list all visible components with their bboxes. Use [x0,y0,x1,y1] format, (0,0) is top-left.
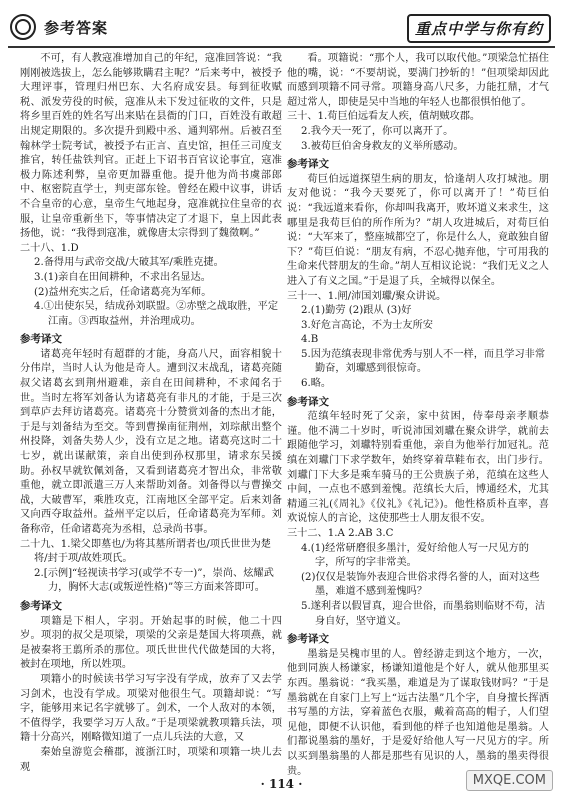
translation-paragraph: 秦始皇游览会稽郡，渡浙江时，项梁和项籍一块儿去观 [20,746,282,773]
translation-paragraph: 范缜年轻时死了父亲，家中贫困，侍奉母亲孝顺恭谨。他不满二十岁时，听说沛国刘瓛在聚众讲学，就前去跟随他学习，刘瓛特别看重他，亲自为他举行加冠礼。范缜在刘瓛门下求学数年，始终穿着草鞋布衣，出门步行。刘瓛门下大多是乘车骑马的王公贵族子弟，范缜在这些人中间，一点也不感到羞愧。范缜长大后，博通经术，尤其精通三礼(《周礼》《仪礼》《礼记》)。他性格质朴直率，喜欢说惊人的言论，这使那些士人朋友很不安。 [287,411,549,525]
translation-paragraph: 墨翁是吴槐市里的人。曾经游走到这个地方，一次，他到同族人杨谦家，杨谦知道他是个好人，就从他那里买东西。墨翁说：“我买墨，难道是为了谋取钱财吗？”于是墨翁就在自家门上写上“远古法墨”几个字，自身擅长挥洒书写墨的方法，穿着蓝色衣服，戴着高高的帽子，人们望见他，即便不认识他，看到他的样子也知道他是墨翁。人们都说墨翁的墨好，于是爱好给他人写一尺见方的字。所以买到墨翁墨的人都是那些有见识的人，墨翁的墨卖得很贵。 [287,648,549,777]
translation-paragraph: 项籍小的时候读书学习写字没有学成，放弃了又去学习剑术，也没有学成。项梁对他很生气。项籍却说：“写字，能够用来记名字就够了。剑术，一个人敌对的本领，不值得学，我要学习万人敌。”于是项梁就教项籍兵法，项籍十分高兴，刚略微知道了一点儿兵法的大意，又 [20,673,282,744]
header-slogan: 重点中学与你有约 [407,14,551,43]
answer-line: 4.①出使东吴，结成孙刘联盟。②赤壁之战取胜，平定江南。③西取益州，并治理成功。 [34,301,279,327]
answer-line: 二十九、1.梁父即墓也/为将其墓所谓者也/项氏世世为楚将/封于项/故姓项氏。 [20,538,271,565]
section-heading: 参考译文 [287,395,329,408]
answer-line: 三十一、1.闸/沛国刘瓛/聚众讲说。 [287,290,447,302]
header-divider [8,46,555,48]
section-heading: 参考译文 [287,633,329,646]
page-header [8,12,555,44]
section-heading: 参考译文 [20,599,62,612]
answer-line: 三十、1.荀巨伯远看友人疾，值胡贼攻郡。 [287,111,481,123]
answer-line: 4.B [301,334,319,346]
answer-line: 5.遂利者以假冒真，迎合世俗，而墨翁则临财不苟，洁身自好，坚守道义。 [301,600,546,627]
answer-line: 6.略。 [301,378,332,390]
answer-line: 2.(1)勤劳 (2)跟从 (3)好 [301,305,412,317]
answer-line: 3.(1)亲自在田间耕种，不求出名显达。 [34,271,211,283]
header-title: 参考答案 [44,19,109,37]
answer-line: 5.因为范缜表现非常优秀与别人不一样，而且学习非常勤奋，刘瓛感到很惊奇。 [301,348,546,375]
left-column [20,52,282,773]
translation-paragraph: 荀巨伯远道探望生病的朋友，恰逢胡人攻打城池。朋友对他说：“我今天要死了，你可以离开了！”荀巨伯说：“我远道来看你，你却叫我离开，败坏道义来求生，这哪里是我荀巨伯的所作所为？”胡人攻进城后，对荀巨伯说：“大军来了，整座城都空了，你是什么人，竟敢独自留下？”荀巨伯说：“朋友有病，不忍心抛弃他，宁可用我的生命来代替朋友的生命。”胡人互相议论说：“我们无义之人进入了有义之国。”于是退了兵，全城得以保全。 [287,173,549,287]
translation-paragraph: 诸葛亮年轻时有超群的才能，身高八尺，面容相貌十分伟岸，当时人认为他是奇人。遭到汉末战乱，诸葛亮随叔父诸葛玄到荆州避难，亲自在田间耕种，不求闻名于世。当时左将军刘备认为诸葛亮有非凡的才能，于是三次到草庐去拜访诸葛亮。诸葛亮十分赞赏刘备的杰出才能，于是与刘备结为至交。等到曹操南征荆州，刘琮献出整个州投降，刘备失势人少，没有立足之地。诸葛亮这时二十七岁，就出谋献策，亲自出使到孙权那里，请求东吴援助。孙权早就钦佩刘备，又看到诸葛亮才智出众，非常敬重他，就立即派遣三万人来帮助刘备。刘备得以与曹操交战，大破曹军，乘胜攻克，江南地区全部平定。后来刘备又向西夺取益州。益州平定以后，任命诸葛亮为军师。刘备称帝，任命诸葛亮为丞相，总录尚书事。 [20,348,282,535]
answer-line: 2.备得用与武帝交战/大破其军/乘胜克捷。 [34,257,224,269]
translation-paragraph: 项籍是下相人，字羽。开始起事的时候，他二十四岁。项羽的叔父是项梁，项梁的父亲是楚国大将项燕，就是被秦将王翦所杀的那位。项氏世世代代做楚国的大将，被封在项地，所以姓项。 [20,615,282,671]
translation-paragraph: 不可，有人教寇准增加自己的年纪，寇准回答说：“我刚刚被选拔上，怎么能够欺瞒君主呢？”后来考中，被授予大理评事，管理归州巴东、大名府成安县。每到征收赋税、派发劳役的时候，寇准从未下发过征收的文件，只是将乡里百姓的姓名写出来贴在县衙的门口，百姓没有敢超出规定期限的。多次提升到殿中丞、通判郓州。后被召至翰林学士院考试，被授予右正言、直史馆，担任三司度支推官，转任盐铁判官。正赶上下诏书百官议论事宜，寇准极力陈述利弊，皇帝更加器重他。提升他为尚书虞部郎中、枢密院直学士，判吏部东铨。曾经在殿中议事，讲话不合皇帝的心意，皇帝生气地起身，寇准就拉住皇帝的衣服，让皇帝重新坐下，等事情决定了才退下，皇上因此表扬他，说：“我得到寇准，就像唐太宗得到了魏徵啊。” [20,53,282,240]
answer-line: 三十二、1.A 2.AB 3.C [287,528,394,539]
page-number: · 114 · [260,777,303,791]
translation-paragraph: 看。项籍说：“那个人，我可以取代他。”项梁急忙捂住他的嘴，说：“不要胡说，要满门抄斩的！”但项梁却因此而感到项籍不同寻常。项籍身高八尺多，力能扛鼎，才气超过常人，即使是吴中当地的年轻人也都很惧怕他了。 [287,53,549,108]
answer-line: 二十八、1.D [20,242,79,254]
answer-line: 2.[示例]“轻视读书学习(或学不专一)”，崇尚、炫耀武力，胸怀大志(或叛逆性格)”等三方面来答即可。 [34,567,274,594]
answer-line: (2)益州充实之后，任命诸葛亮为军师。 [34,286,212,298]
answer-line: 3.被荀巨伯舍身救友的义举所感动。 [301,140,464,152]
school-logo-icon [10,14,36,40]
section-heading: 参考译文 [287,158,329,171]
answer-line: 2.我今天一死了，你可以离开了。 [301,125,454,137]
right-column [287,52,549,777]
section-heading: 参考译文 [20,333,62,346]
answer-line: 4.(1)经常研磨很多墨汁，爱好给他人写一尺见方的字，所写的字非常美。 [301,542,529,569]
watermark-stamp: MXQE.COM [466,770,553,791]
answer-line: 3.好危言高论，不为士友所安 [301,319,433,331]
answer-line: (2)仅仅是装饰外表迎合世俗求得名誉的人，面对这些墨，难道不感到羞愧吗？ [301,571,540,598]
